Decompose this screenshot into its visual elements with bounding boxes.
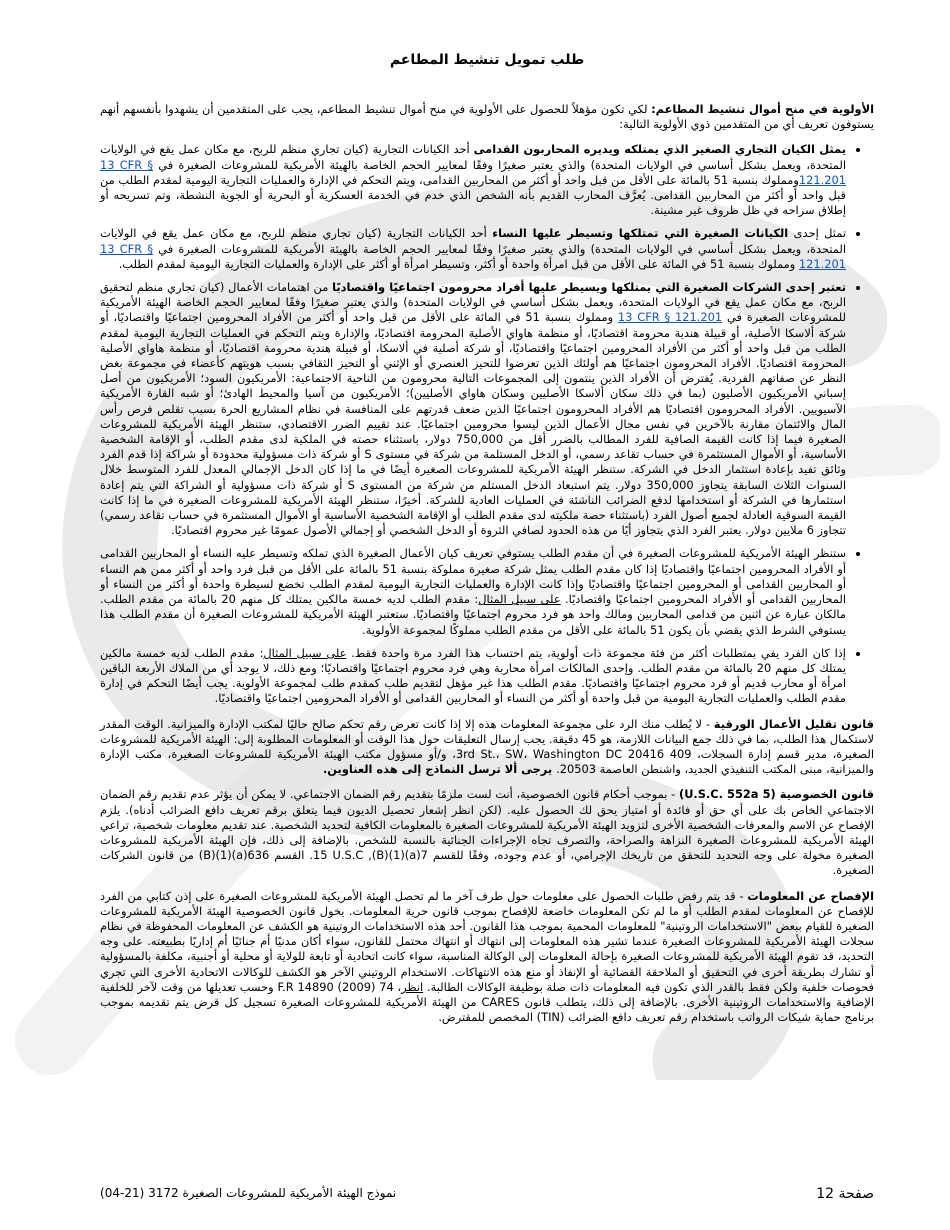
example-label: على سبيل المثال <box>263 645 347 660</box>
cfr-link[interactable]: 13 CFR § 121.201 <box>100 241 846 271</box>
veteran-text-cont: ومملوك بنسبة 51 بالمائة على الأقل من قبل واحد أو أكثر من المحاربين القدامى، ويتم التحكم في الإدارة والعمليات التجارية اليومية لمقدم الطلب من قبل واحد أو أكثر من المحاربين القدامى. يُعرَّف المحارب القديم بأنه الشخص الذي خدم في الخدمة العسكرية أو البحرية أو الجوية النشطة، وتم تسريحه أو إطلاق سراحه في ظل ظروف غير مشينة. <box>100 172 846 218</box>
privacy-heading: قانون الخصوصية (5 U.S.C. 552a) <box>678 787 874 802</box>
priority-list <box>100 142 874 706</box>
cfr-link[interactable]: 13 CFR § 121.201 <box>100 157 846 187</box>
paperwork-section <box>100 717 874 778</box>
page-footer <box>100 1186 874 1202</box>
page-number: صفحة 12 <box>816 1186 874 1202</box>
ownership-example: : مقدم الطلب لديه خمسة مالكين يمتلك كل منهم 20 بالمائة من مقدم الطلب. مالكان عبارة عن اثنين من قدامى المحاربين ومالك واحد هو فرد محروم اجتماعيًا واقتصاديًا. ستعتبر الهيئة الأمريكية للمشروعات الصغيرة أن مقدم الطلب هذا يستوفي الشرط الذي يقضي بأن يكون 51 بالمائة على الأقل من مقدم الطلب مملوكًا لمجموعة الأولوية. <box>100 592 846 637</box>
privacy-section <box>100 787 874 878</box>
cfr-link[interactable]: 13 CFR § 121.201 <box>617 310 723 325</box>
see-reference: انظر <box>401 979 424 994</box>
paperwork-text: - لا يُطلب منك الرد على مجموعة المعلومات هذه إلا إذا كانت تعرض رقم تحكم صالح حاليًا لمكتب الإدارة والميزانية. الوقت المقدر لاستكمال هذا الطلب، بما في ذلك جمع البيانات اللازمة، هو 45 دقيقة. يجب إرسال التعليقات حول هذا الوقت أو المعلومات المطلوبة إلى: الهيئة الأمريكية للمشروعات الصغيرة، مدير قسم إدارة السجلات، 409 3rd St.، SW، Washington DC 20416، و/أو مسؤول مكتب الهيئة الأمريكية للمشروعات الصغيرة، مكتب الإدارة والميزانية، مبنى المكتب التنفيذي الجديد، واشنطن العاصمة 20503. <box>100 716 875 777</box>
disclosure-section <box>100 889 874 1026</box>
example-label: على سبيل المثال <box>478 592 561 607</box>
ownership-text: ستنظر الهيئة الأمريكية للمشروعات الصغيرة في أن مقدم الطلب يستوفي تعريف كيان الأعمال الصغيرة الذي تملكه وتسيطر عليه النساء أو المحاربين القدامى أو الأفراد المحرومين اجتماعيًا واقتصاديًا إذا كان مقدم الطلب يمثل شركة صغيرة مملوكة بنسبة 51 بالمائة على الأقل من قبل فرد واحد أو أكثر ممن هم النساء أو المحاربين القدامى أو المحرومين اجتماعيًا واقتصاديًا وإذا كانت الإدارة والعمليات التجارية اليومية لمقدم الطلب تخضع لسيطرة واحدة أو أكثر من النساء أو المحاربين القدامى أو الأفراد المحرومين اجتماعيًا واقتصاديًا. <box>100 546 847 607</box>
disclosure-heading: الإفصاح عن المعلومات <box>747 888 874 903</box>
disclosure-text: - قد يتم رفض طلبات الحصول على معلومات حول طرف آخر ما لم تحصل الهيئة الأمريكية للمشروعات الصغيرة على إذن كتابي من الفرد للإفصاح عن المعلومات لمقدم الطلب أو ما لم تكن المعلومات خاضعة للإفصاح بموجب قانون حرية المعلومات. يخول قانون الخصوصية الهيئة الأمريكية للمشروعات الصغيرة للقيام ببعض "الاستخدامات الروتينية" للمعلومات المحمية بموجب هذا القانون. أحد هذه الاستخدامات الروتينية هو الكشف عن المعلومات المحفوظة في نظام سجلات الهيئة الأمريكية للمشروعات الصغيرة عندما تشير هذه المعلومات إلى انتهاك أو انتهاك محتمل للقانون، سواء أكان مدنيًا أم جنائيًا أم إداريًا بطبيعته. على وجه التحديد، قد تقوم الهيئة الأمريكية للمشروعات الصغيرة بإحالة المعلومات إلى الوكالة المناسبة، سواء كانت اتحادية أو تابعة للولاية أو محلية أو أجنبية، مكلفة بالمسؤولية أو تشارك بطريقة أخرى في التحقيق أو الملاحقة القضائية أو الإنفاذ أو منع هذه الانتهاكات. الاستخدام الروتيني الآخر هو الكشف للوكالات الاتحادية الأخرى التي تجري فحوصات خلفية ولكن فقط بالقدر الذي تكون فيه المعلومات ذات صلة بوظيفة الوكالات الطالبة. <box>100 888 874 994</box>
document-body <box>100 102 874 1025</box>
women-text-cont: ومملوك بنسبة 51 في المائة على الأقل من قبل امرأة واحدة أو أكثر، وتسيطر امرأة أو أكثر على الإدارة والعمليات التجارية اليومية لمقدم الطلب. <box>118 256 799 271</box>
paperwork-closing: يرجى ألا ترسل النماذج إلى هذه العناوين. <box>322 762 557 777</box>
intro-text: لكي تكون مؤهلاً للحصول على الأولوية في منح أموال تنشيط المطاعم، يجب على المتقدمين أن يشهدوا بأنفسهم أنهم يستوفون تعريف أي من المتقدمين ذوي الأولوية التالية: <box>100 102 874 132</box>
list-item-ownership-rule <box>100 546 846 637</box>
privacy-text: - بموجب أحكام قانون الخصوصية، أنت لست ملزمًا بتقديم رقم الضمان الاجتماعي. لا يمكن أن يؤثر عدم تقديم رقم الضمان الاجتماعي الخاص بك على أي حق أو فائدة أو امتياز يحق لك الحصول عليه. (لكن انظر إشعار تحصيل الديون فيما يتعلق برقم تعريف دافع الضرائب أدناه). يلزم الإفصاح عن الاسم والمعرفات الشخصية الأخرى لتزويد الهيئة الأمريكية للمشروعات الصغيرة بالمعلومات الكافية لتحديد الشخصية. عند تقديم معلومات شخصية، تراعي الهيئة الأمريكية للمشروعات الصغيرة النزاهة والصراحة، والتصرف تجاه الإجراءات الجنائية بالنسبة للشخص. بالإضافة إلى ذلك، فإن الهيئة الأمريكية للمشروعات الصغيرة مخولة على وجه التحديد للتحقق من تاريخك الإجرامي، أو عدم وجوده، وفقًا للقسم 7(a)(1)(B), 15 U.S.C. القسم 636(a)(1)(B) من قانون الشركات الصغيرة. <box>100 787 874 878</box>
priority-intro <box>100 102 874 132</box>
disadvantaged-text-cont: ومملوك بنسبة 51 في المائة على الأقل من قبل واحد أو أكثر من الأفراد المحرومين اجتماعيًا واقتصاديًا، أو شركة ألاسكا الأصلية، أو قبيلة هندية محرومة اقتصاديًا، أو منظمة هاواي الأصلية المحرومة اقتصاديًا، والإدارة ويتم التحكم في العمليات التجارية اليومية لمقدم الطلب من قبل واحد أو أكثر من الأفراد المحرومين اجتماعيًا واقتصاديًا، أو شركة أصلية في ألاسكا، أو قبيلة هندية محرومة اقتصاديًا، أو منظمة هاواي الأصلية المحرومة اقتصاديًا. الأفراد المحرومون اجتماعيًا هم أولئك الذين تعرضوا للتحيز العنصري أو الإثني أو التحيز الثقافي بسبب هويتهم كأعضاء في مجموعة بغض النظر عن صفاتهم الفردية. يُفترض أن الأفراد الذين ينتمون إلى المجموعات التالية محرومون من الناحية الاجتماعية: الأمريكيون السود؛ الأمريكيون من أصل إسباني الأمريكيون الأصليون (بما في ذلك سكان ألاسكا الأصليين وسكان هاواي الأصليين)؛ الأمريكيون من آسيا والمحيط الهادئ؛ أو شبه القارة الأمريكية الآسيويين. الأفراد المحرومون اقتصاديًا هم الأفراد المحرومون اجتماعيًا الذين ضعف قدرتهم على المنافسة في نظام المشاريع الحرة بسبب تقلص فرص رأس المال والائتمان مقارنة بالآخرين في نفس مجال الأعمال الذين ليسوا محرومين اجتماعيًا. عند تقييم الضرر الاقتصادي، ستنظر الهيئة الأمريكية للمشروعات الصغيرة فيما إذا كانت القيمة الصافية للفرد المطالب بالضرر أقل من 750,000 دولار، باستثناء حصته في الملكية لدى مقدم الطلب، أو الإقامة الشخصية الأساسية، أو الأموال المستثمرة في حساب تقاعد رسمي، أو الدخل المستلمة من شركة في مستوى S أو شركة ذات مسؤولية محدودة أو شراكة إذا قدم الفرد وثائق تفيد بإعادة استثمار الدخل في الشركة. ستنظر الهيئة الأمريكية للمشروعات الصغيرة أيضًا في ما إذا كان الدخل الإجمالي المعدل للفرد المتوسط خلال السنوات الثلاث السابقة يتجاوز 350,000 دولار. يتم استبعاد الدخل المستلم من شركة من المستوى S أو شركة ذات مسؤولية أو الشراكة التي يتم إعادة استثمارها في الشركة أو استخدامها لدفع الضرائب الناشئة في العمليات العادية للشركة. أخيرًا، ستنظر الهيئة الأمريكية للمشروعات الصغيرة في ما إذا كانت القيمة السوقية العادلة لجميع أصول الفرد (باستثناء حصة ملكيته لدى مقدم الطلب أو الإقامة الشخصية الأساسية أو الأموال المستثمرة في حساب تقاعد رسمي) تتجاوز 6 ملايين دولار. يعتبر الفرد الذي يتجاوز أيًا من هذه الحدود لصافي الثروة أو الدخل الشخصي أو إجمالي الأصول عمومًا غير محروم اقتصاديًا. <box>100 310 846 538</box>
women-lead: الكيانات الصغيرة التي تمتلكها وتسيطر عليها النساء <box>492 226 789 241</box>
veteran-text: أحد الكيانات التجارية (كيان تجاري منظم للربح، مع مكان عمل يقع في الولايات المتحدة، ويعمل بشكل أساسي في الولايات المتحدة) والذي يعتبر صغيرًا وفقًا لمعايير الحجم الخاصة بالهيئة الأمريكية للمشروعات الصغيرة في <box>100 142 846 172</box>
form-number: نموذج الهيئة الأمريكية للمشروعات الصغيرة 3172 (21-04) <box>100 1186 397 1200</box>
disclosure-text-cont: ، 74 F.R 14890 (2009) وحسب تعديلها من وقت لآخر للخلفية الإضافية والاستخدامات الروتينية الأخرى. بالإضافة إلى ذلك، يتطلب قانون CARES من الهيئة الأمريكية للمشروعات الصغيرة تسجيل كل قرض يتم تقديمه بموجب برنامج حماية شيكات الرواتب باستخدام رقم تعريف دافع الضرائب (TIN) المخصص للمقترض. <box>100 979 874 1025</box>
intro-heading: الأولوية في منح أموال تنشيط المطاعم: <box>651 102 874 116</box>
women-pre: تمثل إحدى <box>788 226 846 241</box>
list-item-counting-rule <box>100 646 846 707</box>
disadvantaged-lead: تعتبر إحدى الشركات الصغيرة التي يمتلكها ويسيطر عليها أفراد محرومون اجتماعيًا واقتصاديًا <box>332 280 846 295</box>
list-item-disadvantaged <box>100 280 846 538</box>
paperwork-heading: قانون تقليل الأعمال الورقية <box>713 716 874 731</box>
list-item-women <box>100 226 846 272</box>
veteran-lead: يمثل الكيان التجاري الصغير الذي يمتلكه ويديره المحاربون القدامى <box>473 142 846 157</box>
women-text: أحد الكيانات التجارية (كيان تجاري منظم للربح، مع مكان عمل يقع في الولايات المتحدة، ويعمل بشكل أساسي في الولايات المتحدة) والذي يعتبر صغيرًا وفقًا لمعايير الحجم الخاصة بالهيئة الأمريكية للمشروعات الصغيرة في <box>100 226 846 256</box>
counting-example: : مقدم الطلب لديه خمسة مالكين يمتلك كل منهم 20 بالمائة من مقدم الطلب. وإحدى المالكات امرأة محاربة وهي فرد محروم اجتماعيًا واقتصاديًا؛ ومع ذلك، لا يوجد أي من الملاك الأربعة الباقين امرأة أو محارب قديم أو فرد محروم اجتماعيًا واقتصاديًا. مقدم الطلب هذا غير مؤهل لتقديم طلب كمقدم طلب لمجموعة الأولوية. يجب أيضًا التحكم في إدارة مقدم الطلب والعمليات التجارية اليومية من قبل واحدة أو أكثر من النساء أو المحاربين القدامى أو الأفراد المحرومين اجتماعيًا واقتصاديًا. <box>100 645 846 706</box>
counting-text: إذا كان الفرد يفي بمتطلبات أكثر من فئة مجموعة ذات أولوية، يتم احتساب هذا الفرد مرة واحدة فقط. <box>346 645 846 660</box>
disadvantaged-text: من اهتمامات الأعمال (كيان تجاري منظم لتحقيق الربح، مع مكان عمل يقع في الولايات المتحدة، ويعمل بشكل أساسي في الولايات المتحدة) والذي يعتبر صغيرًا وفقًا لمعايير الحجم الخاصة الهيئة الأمريكية للمشروعات الصغيرة في <box>100 280 847 325</box>
page-title: طلب تمويل تنشيط المطاعم <box>389 52 585 68</box>
list-item-veteran <box>100 142 846 218</box>
